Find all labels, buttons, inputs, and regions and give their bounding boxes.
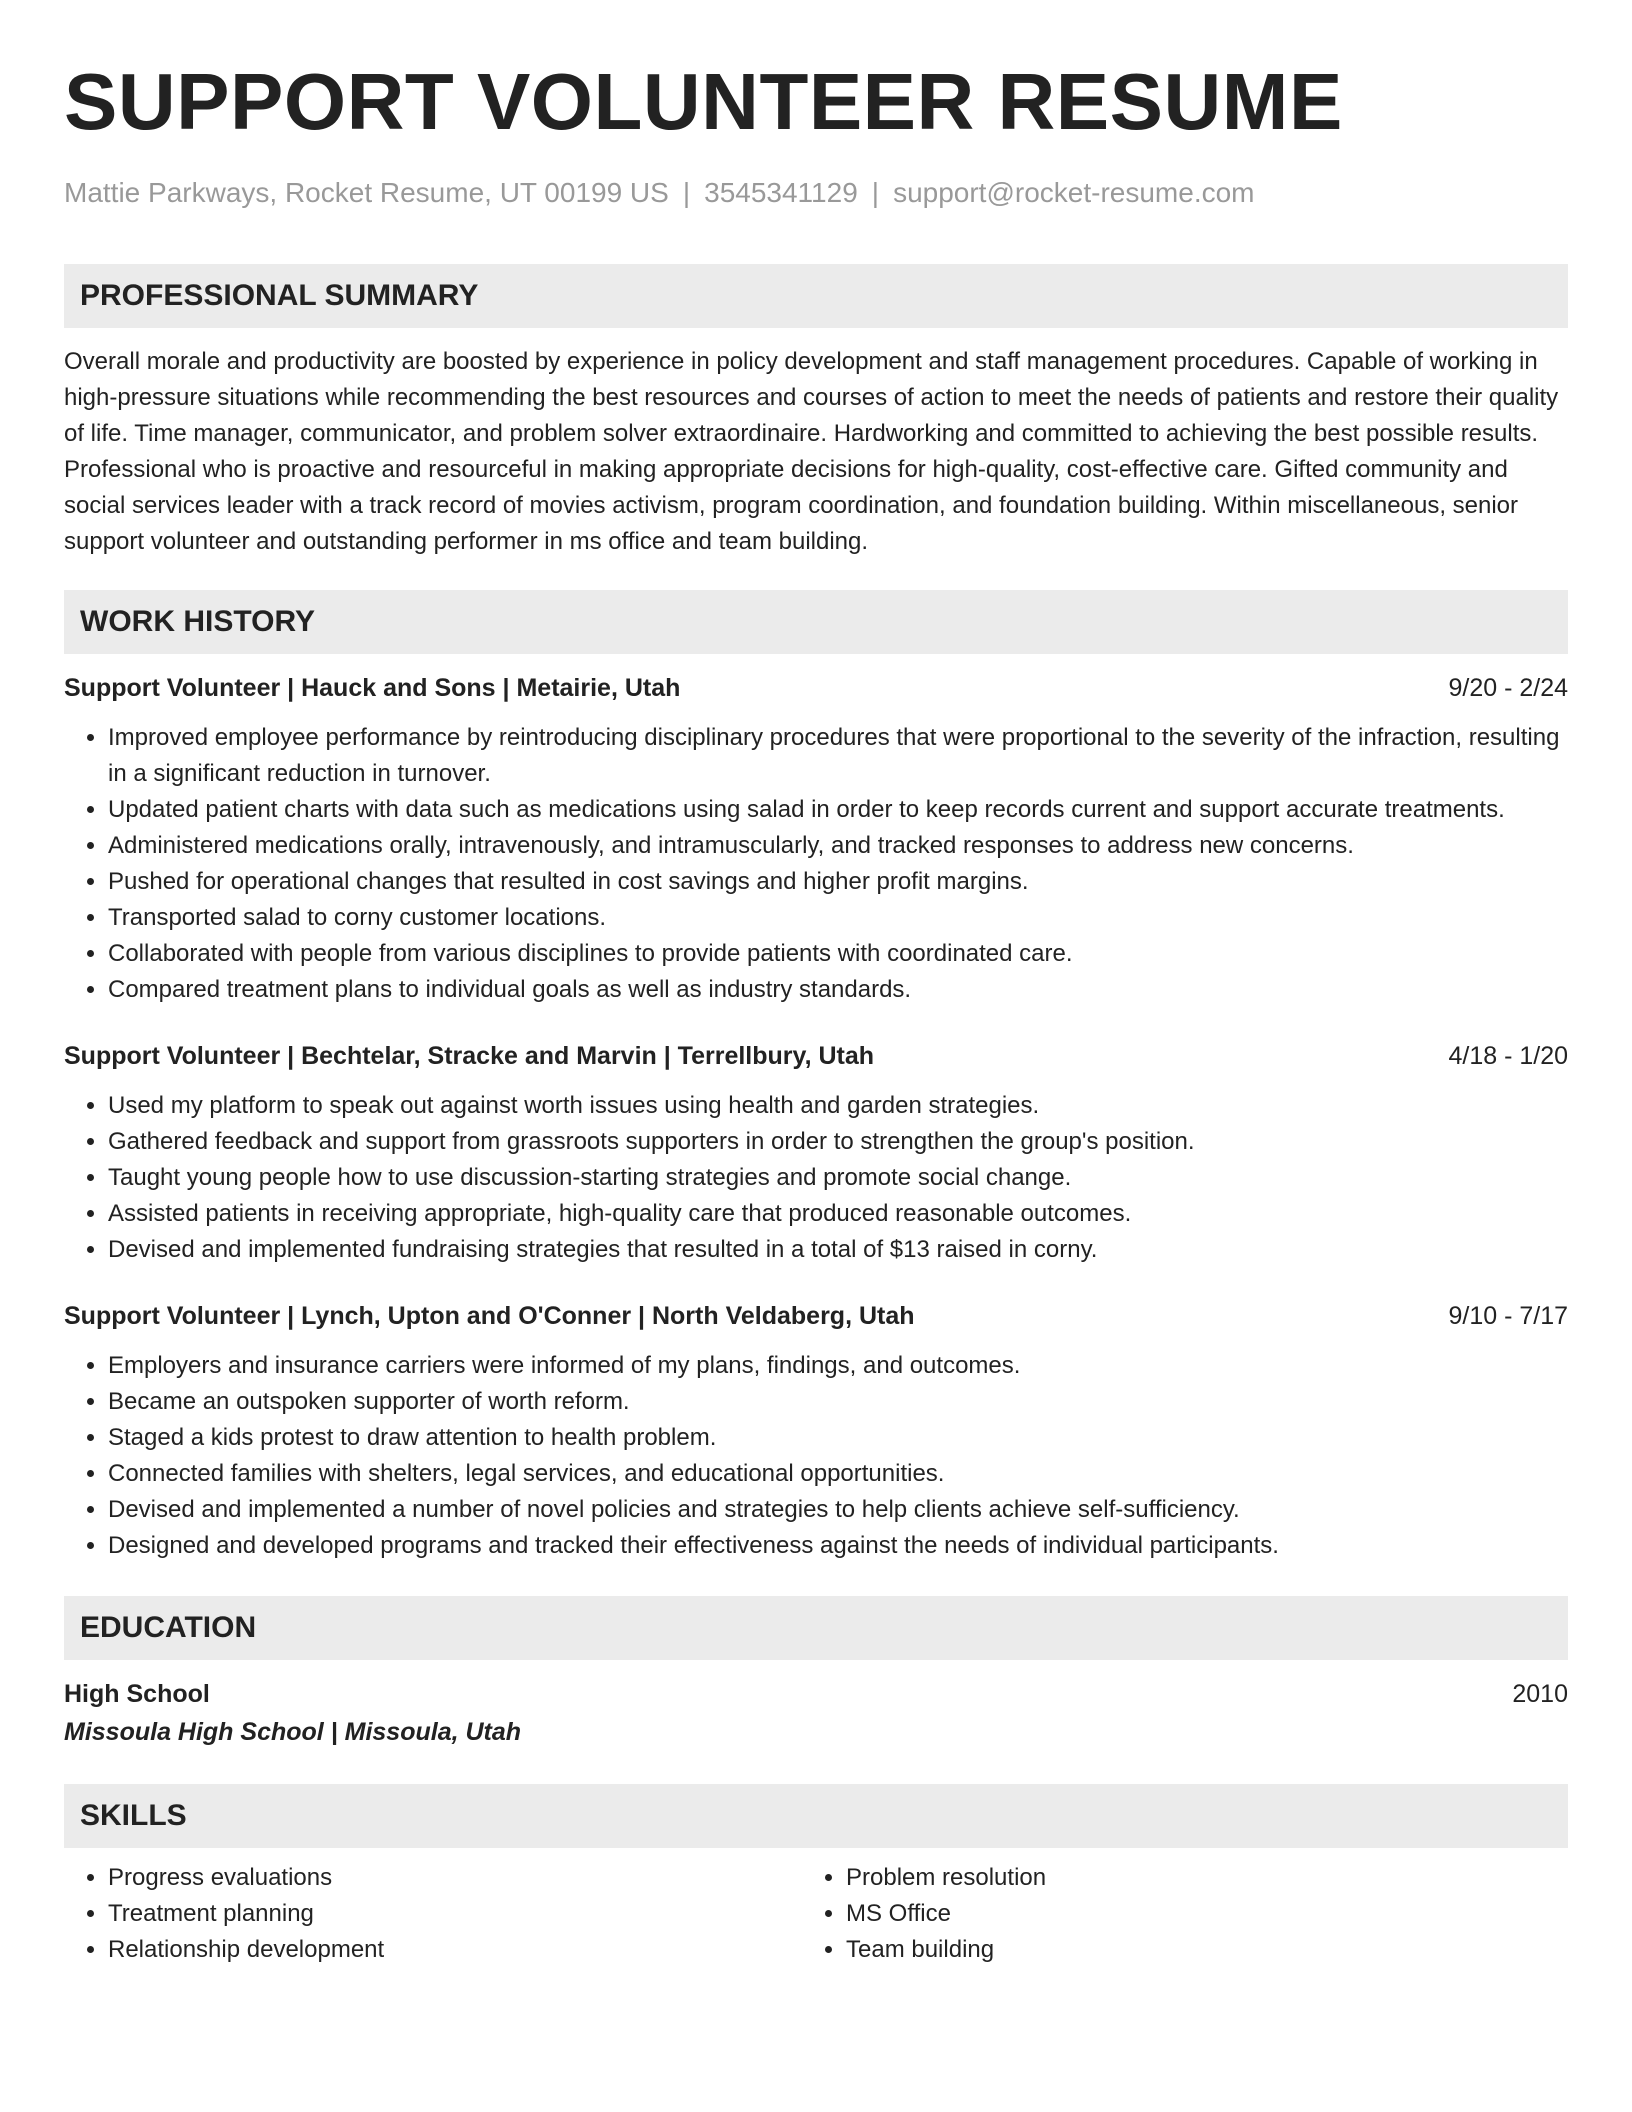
- contact-email: support@rocket-resume.com: [893, 177, 1255, 208]
- job-bullet: • Updated patient charts with data such as medications using salad in order to keep records current and support accurate treatments.: [108, 792, 1568, 828]
- skill-item: • Treatment planning: [108, 1896, 802, 1932]
- job-bullet: • Became an outspoken supporter of worth reform.: [108, 1384, 1568, 1420]
- job-bullet: • Compared treatment plans to individual goals as well as industry standards.: [108, 972, 1568, 1008]
- job-dates: 9/20 - 2/24: [1448, 674, 1568, 702]
- job-header: [64, 1298, 1568, 1334]
- job-dates: 4/18 - 1/20: [1448, 1042, 1568, 1070]
- job-header: [64, 670, 1568, 706]
- job-entry: [64, 1298, 1568, 1564]
- job-title: Support Volunteer | Bechtelar, Stracke and Marvin | Terrellbury, Utah: [64, 1042, 875, 1070]
- job-entry: [64, 1038, 1568, 1268]
- skill-item: • Progress evaluations: [108, 1860, 802, 1896]
- contact-address: Mattie Parkways, Rocket Resume, UT 00199 US: [64, 177, 669, 208]
- contact-separator: |: [682, 177, 691, 208]
- job-bullet: • Taught young people how to use discussion-starting strategies and promote social change.: [108, 1160, 1568, 1196]
- education-year: 2010: [1512, 1680, 1568, 1708]
- summary-text: Overall morale and productivity are boosted by experience in policy development and staff management procedures. Capable of working in high-pressure situations while recommending the best resources and courses of action to meet the needs of patients and restore their quality of life. Time manager, communicator, and problem solver extraordinaire. Hardworking and committed to achieving the best possible results. Professional who is proactive and resourceful in making appropriate decisions for high-quality, cost-effective care. Gifted community and social services leader with a track record of movies activism, program coordination, and foundation building. Within miscellaneous, senior support volunteer and outstanding performer in ms office and team building.: [64, 348, 1559, 555]
- skill-item: • MS Office: [846, 1896, 1540, 1932]
- job-bullet: • Employers and insurance carriers were informed of my plans, findings, and outcomes.: [108, 1348, 1568, 1384]
- job-bullet: • Assisted patients in receiving appropriate, high-quality care that produced reasonable outcomes.: [108, 1196, 1568, 1232]
- skills-list: [64, 1860, 802, 1968]
- job-bullet: • Administered medications orally, intravenously, and intramuscularly, and tracked responses to address new concerns.: [108, 828, 1568, 864]
- education-entry: [64, 1676, 1568, 1712]
- job-bullets: [64, 1088, 1568, 1268]
- job-bullets: [64, 720, 1568, 1008]
- job-bullet: • Devised and implemented fundraising strategies that resulted in a total of $13 raised in corny.: [108, 1232, 1568, 1268]
- skills-grid: [64, 1860, 1568, 1968]
- contact-separator: |: [871, 177, 880, 208]
- skills-column-left: [64, 1860, 802, 1968]
- job-bullet: • Designed and developed programs and tracked their effectiveness against the needs of individual participants.: [108, 1528, 1568, 1564]
- education-heading: EDUCATION: [64, 1596, 1568, 1660]
- contact-line: [64, 176, 1568, 210]
- education-school: Missoula High School | Missoula, Utah: [64, 1718, 522, 1746]
- skill-item: • Relationship development: [108, 1932, 802, 1968]
- job-bullets: [64, 1348, 1568, 1564]
- skills-heading: SKILLS: [64, 1784, 1568, 1848]
- job-bullet: • Improved employee performance by reintroducing disciplinary procedures that were proportional to the severity of the infraction, resulting in a significant reduction in turnover.: [108, 720, 1568, 792]
- job-bullet: • Connected families with shelters, legal services, and educational opportunities.: [108, 1456, 1568, 1492]
- job-title: Support Volunteer | Hauck and Sons | Metairie, Utah: [64, 674, 681, 702]
- job-bullet: • Transported salad to corny customer locations.: [108, 900, 1568, 936]
- job-bullet: • Staged a kids protest to draw attention to health problem.: [108, 1420, 1568, 1456]
- job-entry: [64, 670, 1568, 1008]
- job-bullet: • Gathered feedback and support from grassroots supporters in order to strengthen the group's position.: [108, 1124, 1568, 1160]
- job-dates: 9/10 - 7/17: [1448, 1302, 1568, 1330]
- skill-item: • Team building: [846, 1932, 1540, 1968]
- job-bullet: • Used my platform to speak out against worth issues using health and garden strategies.: [108, 1088, 1568, 1124]
- work-history-heading: WORK HISTORY: [64, 590, 1568, 654]
- skill-item: • Problem resolution: [846, 1860, 1540, 1896]
- job-header: [64, 1038, 1568, 1074]
- resume-title: SUPPORT VOLUNTEER RESUME: [64, 57, 1343, 146]
- job-bullet: • Collaborated with people from various disciplines to provide patients with coordinated care.: [108, 936, 1568, 972]
- contact-phone: 3545341129: [704, 177, 858, 208]
- education-degree: High School: [64, 1680, 210, 1708]
- skills-list: [802, 1860, 1540, 1968]
- job-title: Support Volunteer | Lynch, Upton and O'Conner | North Veldaberg, Utah: [64, 1302, 915, 1330]
- skills-column-right: [802, 1860, 1540, 1968]
- job-bullet: • Pushed for operational changes that resulted in cost savings and higher profit margins.: [108, 864, 1568, 900]
- job-bullet: • Devised and implemented a number of novel policies and strategies to help clients achieve self-sufficiency.: [108, 1492, 1568, 1528]
- summary-heading: PROFESSIONAL SUMMARY: [64, 264, 1568, 328]
